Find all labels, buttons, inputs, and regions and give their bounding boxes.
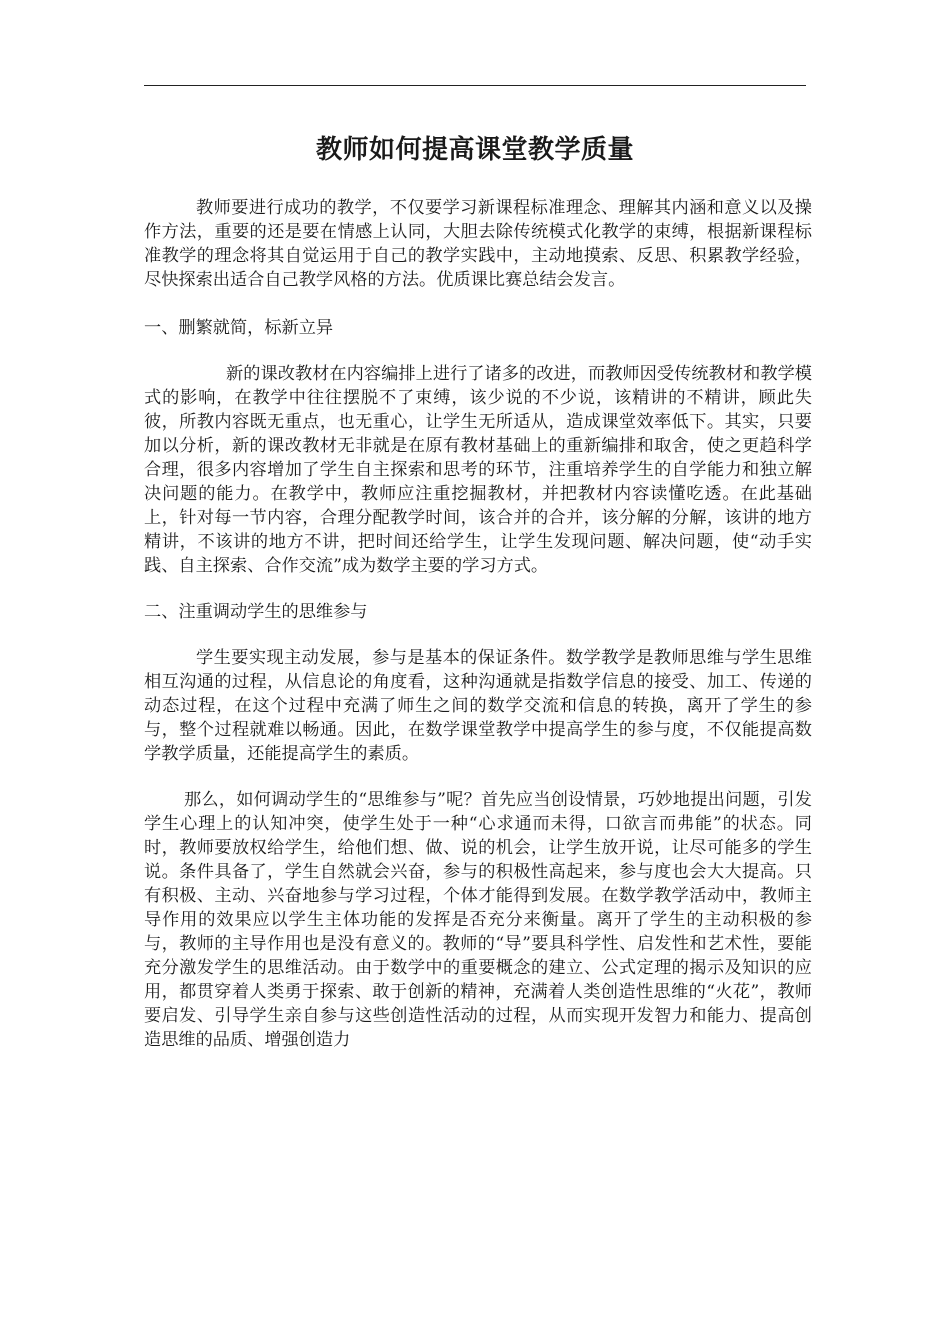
document-body bbox=[144, 196, 812, 1052]
section-heading-2: 二、注重调动学生的思维参与 bbox=[144, 602, 368, 622]
intro-paragraph: 教师要进行成功的教学，不仅要学习新课程标准理念、理解其内涵和意义以及操作方法，重要的还是要在情感上认同，大胆去除传统模式化教学的束缚，根据新课程标准教学的理念将其自觉运用于自己的教学实践中，主动地摸索、反思、积累教学经验，尽快探索出适合自己教学风格的方法。优质课比赛总结会发言。 bbox=[144, 198, 812, 290]
header-rule bbox=[144, 85, 806, 86]
section-2-paragraph-1: 学生要实现主动发展，参与是基本的保证条件。数学教学是教师思维与学生思维相互沟通的过程，从信息论的角度看，这种沟通就是指数学信息的接受、加工、传递的动态过程，在这个过程中充满了师生之间的数学交流和信息的转换，离开了学生的参与，整个过程就难以畅通。因此，在数学课堂教学中提高学生的参与度，不仅能提高数学教学质量，还能提高学生的素质。 bbox=[144, 648, 812, 764]
section-1-paragraph-1: 新的课改教材在内容编排上进行了诸多的改进，而教师因受传统教材和教学模式的影响，在教学中往往摆脱不了束缚，该少说的不少说，该精讲的不精讲，顾此失彼，所教内容既无重点，也无重心，让学生无所适从，造成课堂效率低下。其实，只要加以分析，新的课改教材无非就是在原有教材基础上的重新编排和取舍，使之更趋科学合理，很多内容增加了学生自主探索和思考的环节，注重培养学生的自学能力和独立解决问题的能力。在教学中，教师应注重挖掘教材，并把教材内容读懂吃透。在此基础上，针对每一节内容，合理分配教学时间，该合并的合并，该分解的分解，该讲的地方精讲，不该讲的地方不讲，把时间还给学生，让学生发现问题、解决问题，使“动手实践、自主探索、合作交流”成为数学主要的学习方式。 bbox=[144, 364, 812, 576]
section-heading-1: 一、删繁就简，标新立异 bbox=[144, 318, 334, 338]
document-title: 教师如何提高课堂教学质量 bbox=[315, 135, 634, 165]
section-2-paragraph-2: 那么，如何调动学生的“思维参与”呢？首先应当创设情景，巧妙地提出问题，引发学生心理上的认知冲突，使学生处于一种“心求通而未得，口欲言而弗能”的状态。同时，教师要放权给学生，给他们想、做、说的机会，让学生放开说，让尽可能多的学生说。条件具备了，学生自然就会兴奋，参与的积极性高起来，参与度也会大大提高。只有积极、主动、兴奋地参与学习过程，个体才能得到发展。在数学教学活动中，教师主导作用的效果应以学生主体功能的发挥是否充分来衡量。离开了学生的主动积极的参与，教师的主导作用也是没有意义的。教师的“导”要具科学性、启发性和艺术性，要能充分激发学生的思维活动。由于数学中的重要概念的建立、公式定理的揭示及知识的应用，都贯穿着人类勇于探索、敢于创新的精神，充满着人类创造性思维的“火花”，教师要启发、引导学生亲自参与这些创造性活动的过程，从而实现开发智力和能力、提高创造思维的品质、增强创造力 bbox=[144, 790, 812, 1050]
